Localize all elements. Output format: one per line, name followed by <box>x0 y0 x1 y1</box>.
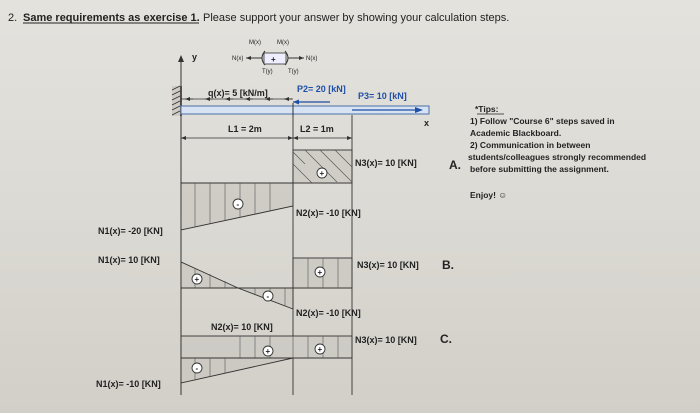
tips-title: *Tips: <box>475 104 499 114</box>
load-p2-label: P2= 20 [kN] <box>297 84 346 94</box>
y-axis-arrow-icon <box>178 55 184 62</box>
option-b-letter: B. <box>442 258 454 272</box>
exercise-title: Same requirements as exercise 1. <box>23 12 200 24</box>
exercise-instruction: Please support your answer by showing your calculation steps. <box>203 12 510 24</box>
option-c-sign-n1: - <box>195 364 199 373</box>
fixed-support-icon <box>172 86 181 116</box>
tips-line-3: 2) Communication in between <box>470 140 591 150</box>
length-l1-label: L1 = 2m <box>228 124 262 134</box>
axial-left-label: N(x) <box>232 56 244 62</box>
option-c-n2-label: N2(x)= 10 [KN] <box>211 322 273 332</box>
option-c-diagram <box>181 336 352 383</box>
option-b-n1-label: N1(x)= 10 [KN] <box>98 255 160 265</box>
option-c-n3-label: N3(x)= 10 [KN] <box>355 335 417 345</box>
load-q-label: q(x)= 5 [kN/m] <box>208 88 268 98</box>
y-axis-label: y <box>192 52 198 62</box>
option-b-sign-n2: - <box>266 292 270 301</box>
shear-right-label: T(y) <box>288 69 299 75</box>
option-b-n3-label: N3(x)= 10 [KN] <box>357 260 419 270</box>
option-a-diagram <box>181 150 352 230</box>
option-a-sign-n1: - <box>236 200 240 209</box>
tips-line-1: 1) Follow "Course 6" steps saved in <box>470 116 615 126</box>
option-a-sign-n3: + <box>319 169 325 178</box>
tips-line-4: students/colleagues strongly recommended <box>468 152 647 162</box>
option-b-sign-n1: + <box>194 275 200 284</box>
moment-right-label: M(x) <box>277 40 289 46</box>
option-b-n2-label: N2(x)= -10 [KN] <box>296 308 361 318</box>
exercise-header <box>8 12 509 24</box>
option-a-n2-label: N2(x)= -10 [KN] <box>296 208 361 218</box>
exercise-number: 2. <box>8 12 18 24</box>
option-c-letter: C. <box>440 332 452 346</box>
option-a-n3-label: N3(x)= 10 [KN] <box>355 158 417 168</box>
option-c-sign-n3: + <box>317 345 323 354</box>
segment-plus: + <box>271 55 276 64</box>
load-p3-label: P3= 10 [kN] <box>358 91 407 101</box>
tips-line-2: Academic Blackboard. <box>470 128 562 138</box>
length-l2-label: L2 = 1m <box>300 124 334 134</box>
x-axis-label: x <box>424 118 430 128</box>
option-b-diagram <box>181 258 352 309</box>
tips-box <box>468 104 646 200</box>
shear-left-label: T(y) <box>262 69 273 75</box>
option-b-sign-n3: + <box>317 268 323 277</box>
moment-left-label: M(x) <box>249 40 261 46</box>
option-a-letter: A. <box>449 158 461 172</box>
option-c-sign-n2: + <box>265 347 271 356</box>
option-a-n1-label: N1(x)= -20 [KN] <box>98 226 163 236</box>
tips-line-5: before submitting the assignment. <box>470 164 609 174</box>
option-c-n1-label: N1(x)= -10 [KN] <box>96 379 161 389</box>
axial-right-label: N(x) <box>306 56 318 62</box>
tips-enjoy: Enjoy! ☺ <box>470 190 508 200</box>
beam-element-legend <box>232 40 317 75</box>
dimension-lines <box>181 136 352 140</box>
